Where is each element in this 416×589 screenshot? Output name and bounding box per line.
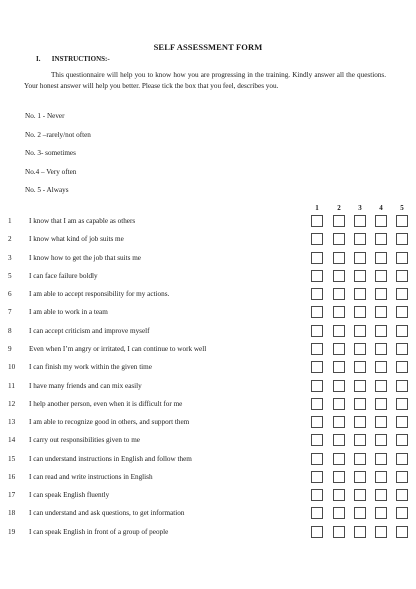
- question-number: 18: [8, 509, 16, 518]
- question-text: I can speak English fluently: [29, 491, 110, 500]
- rating-checkbox-1[interactable]: [311, 252, 323, 264]
- scale-item: No. 2 –rarely/not often: [25, 130, 91, 139]
- rating-checkbox-5[interactable]: [396, 325, 408, 337]
- rating-checkbox-1[interactable]: [311, 526, 323, 538]
- question-row: [0, 288, 416, 302]
- rating-checkbox-5[interactable]: [396, 288, 408, 300]
- question-text: I am able to work in a team: [29, 308, 108, 317]
- question-text: I know how to get the job that suits me: [29, 253, 141, 262]
- rating-column-header: 3: [358, 204, 362, 212]
- rating-checkbox-5[interactable]: [396, 489, 408, 501]
- rating-checkbox-5[interactable]: [396, 434, 408, 446]
- question-text: I know what kind of job suits me: [29, 235, 124, 244]
- rating-checkbox-4[interactable]: [375, 416, 387, 428]
- rating-checkbox-5[interactable]: [396, 306, 408, 318]
- rating-checkbox-2[interactable]: [333, 526, 345, 538]
- rating-checkbox-2[interactable]: [333, 489, 345, 501]
- rating-checkbox-2[interactable]: [333, 471, 345, 483]
- rating-column-header: 5: [400, 204, 404, 212]
- question-number: 12: [8, 399, 16, 408]
- question-row: [0, 471, 416, 485]
- rating-checkbox-1[interactable]: [311, 306, 323, 318]
- question-number: 10: [8, 363, 16, 372]
- rating-checkbox-4[interactable]: [375, 343, 387, 355]
- question-text: I carry out responsibilities given to me: [29, 436, 140, 445]
- rating-checkbox-2[interactable]: [333, 416, 345, 428]
- question-text: Even when I’m angry or irritated, I can continue to work well: [29, 344, 207, 353]
- rating-checkbox-3[interactable]: [354, 453, 366, 465]
- rating-checkbox-3[interactable]: [354, 252, 366, 264]
- rating-checkbox-1[interactable]: [311, 325, 323, 337]
- rating-checkbox-4[interactable]: [375, 507, 387, 519]
- rating-checkbox-1[interactable]: [311, 434, 323, 446]
- rating-checkbox-3[interactable]: [354, 343, 366, 355]
- rating-checkbox-1[interactable]: [311, 398, 323, 410]
- rating-checkbox-2[interactable]: [333, 398, 345, 410]
- question-text: I can accept criticism and improve myself: [29, 326, 150, 335]
- rating-checkbox-4[interactable]: [375, 288, 387, 300]
- scale-item: No.4 – Very often: [25, 167, 77, 176]
- question-number: 16: [8, 472, 16, 481]
- question-number: 5: [8, 271, 12, 280]
- rating-checkbox-1[interactable]: [311, 270, 323, 282]
- rating-checkbox-1[interactable]: [311, 215, 323, 227]
- question-text: I can finish my work within the given time: [29, 363, 152, 372]
- question-row: [0, 398, 416, 412]
- question-row: [0, 252, 416, 266]
- question-number: 19: [8, 527, 16, 536]
- rating-checkbox-4[interactable]: [375, 380, 387, 392]
- rating-checkbox-4[interactable]: [375, 398, 387, 410]
- rating-checkbox-3[interactable]: [354, 507, 366, 519]
- question-text: I am able to recognize good in others, and support them: [29, 418, 190, 427]
- question-number: 13: [8, 418, 16, 427]
- rating-column-headers: [0, 204, 416, 214]
- rating-checkbox-1[interactable]: [311, 288, 323, 300]
- rating-checkbox-3[interactable]: [354, 233, 366, 245]
- question-text: I help another person, even when it is difficult for me: [29, 399, 183, 408]
- rating-checkbox-2[interactable]: [333, 453, 345, 465]
- rating-checkbox-1[interactable]: [311, 507, 323, 519]
- form-title: SELF ASSESSMENT FORM: [153, 42, 263, 52]
- question-text: I can read and write instructions in English: [29, 472, 153, 481]
- question-text: I know that I am as capable as others: [29, 217, 136, 225]
- question-row: [0, 343, 416, 357]
- question-row: [0, 270, 416, 284]
- question-number: 8: [8, 326, 12, 335]
- rating-checkbox-1[interactable]: [311, 361, 323, 373]
- rating-checkbox-4[interactable]: [375, 233, 387, 245]
- rating-checkbox-2[interactable]: [333, 434, 345, 446]
- question-row: [0, 380, 416, 394]
- rating-checkbox-1[interactable]: [311, 471, 323, 483]
- rating-checkbox-4[interactable]: [375, 215, 387, 227]
- rating-column-header: 2: [337, 204, 341, 212]
- rating-checkbox-3[interactable]: [354, 361, 366, 373]
- section-number: I.: [36, 55, 41, 63]
- section-heading: INSTRUCTIONS:-: [51, 55, 110, 63]
- rating-checkbox-5[interactable]: [396, 233, 408, 245]
- question-number: 1: [8, 217, 12, 225]
- rating-checkbox-2[interactable]: [333, 306, 345, 318]
- rating-checkbox-1[interactable]: [311, 453, 323, 465]
- rating-checkbox-4[interactable]: [375, 325, 387, 337]
- rating-checkbox-4[interactable]: [375, 434, 387, 446]
- rating-checkbox-2[interactable]: [333, 325, 345, 337]
- rating-checkbox-2[interactable]: [333, 507, 345, 519]
- question-row: [0, 453, 416, 467]
- rating-checkbox-5[interactable]: [396, 526, 408, 538]
- question-row: [0, 489, 416, 503]
- rating-checkbox-5[interactable]: [396, 215, 408, 227]
- rating-checkbox-3[interactable]: [354, 288, 366, 300]
- question-number: 9: [8, 344, 12, 353]
- rating-checkbox-4[interactable]: [375, 489, 387, 501]
- rating-checkbox-4[interactable]: [375, 453, 387, 465]
- question-number: 7: [8, 308, 12, 317]
- rating-checkbox-2[interactable]: [333, 361, 345, 373]
- rating-checkbox-2[interactable]: [333, 233, 345, 245]
- rating-checkbox-2[interactable]: [333, 288, 345, 300]
- rating-checkbox-5[interactable]: [396, 471, 408, 483]
- rating-checkbox-2[interactable]: [333, 270, 345, 282]
- question-text: I can understand instructions in English and follow them: [29, 454, 192, 463]
- rating-checkbox-1[interactable]: [311, 489, 323, 501]
- question-number: 17: [8, 491, 16, 500]
- question-number: 14: [8, 436, 16, 445]
- rating-checkbox-5[interactable]: [396, 507, 408, 519]
- rating-checkbox-2[interactable]: [333, 380, 345, 392]
- rating-checkbox-4[interactable]: [375, 471, 387, 483]
- rating-checkbox-2[interactable]: [333, 215, 345, 227]
- rating-column-header: 1: [315, 204, 319, 212]
- rating-checkbox-3[interactable]: [354, 306, 366, 318]
- question-row: [0, 416, 416, 430]
- rating-checkbox-5[interactable]: [396, 380, 408, 392]
- rating-checkbox-5[interactable]: [396, 398, 408, 410]
- instructions-heading: [36, 55, 110, 63]
- rating-checkbox-3[interactable]: [354, 416, 366, 428]
- question-number: 3: [8, 253, 12, 262]
- question-row: [0, 526, 416, 540]
- rating-checkbox-3[interactable]: [354, 526, 366, 538]
- rating-checkbox-1[interactable]: [311, 416, 323, 428]
- rating-checkbox-5[interactable]: [396, 270, 408, 282]
- scale-item: No. 1 - Never: [25, 112, 65, 120]
- rating-checkbox-2[interactable]: [333, 252, 345, 264]
- rating-checkbox-3[interactable]: [354, 325, 366, 337]
- rating-column-header: 4: [379, 204, 383, 212]
- question-row: [0, 306, 416, 320]
- rating-checkbox-5[interactable]: [396, 252, 408, 264]
- scale-item: No. 3- sometimes: [25, 149, 76, 157]
- question-text: I can speak English in front of a group of people: [29, 527, 169, 536]
- rating-checkbox-4[interactable]: [375, 526, 387, 538]
- rating-checkbox-3[interactable]: [354, 398, 366, 410]
- question-row: [0, 325, 416, 339]
- question-number: 15: [8, 454, 16, 463]
- rating-checkbox-4[interactable]: [375, 270, 387, 282]
- rating-checkbox-2[interactable]: [333, 343, 345, 355]
- question-row: [0, 434, 416, 448]
- rating-checkbox-3[interactable]: [354, 270, 366, 282]
- rating-checkbox-3[interactable]: [354, 471, 366, 483]
- instructions-paragraph: This questionnaire will help you to know how you are progressing in the training. Kindly answer all the questions. Your honest answer will help you better. Please tick the box that you feel, describes you.: [24, 71, 386, 91]
- rating-checkbox-5[interactable]: [396, 343, 408, 355]
- question-row: [0, 507, 416, 521]
- rating-checkbox-4[interactable]: [375, 252, 387, 264]
- rating-checkbox-3[interactable]: [354, 434, 366, 446]
- rating-checkbox-4[interactable]: [375, 306, 387, 318]
- rating-checkbox-3[interactable]: [354, 215, 366, 227]
- rating-checkbox-3[interactable]: [354, 380, 366, 392]
- question-row: [0, 361, 416, 375]
- rating-checkbox-1[interactable]: [311, 343, 323, 355]
- rating-checkbox-4[interactable]: [375, 361, 387, 373]
- question-row: [0, 215, 416, 229]
- rating-checkbox-3[interactable]: [354, 489, 366, 501]
- question-row: [0, 233, 416, 247]
- scale-item: No. 5 - Always: [25, 186, 69, 194]
- question-text: I am able to accept responsibility for my actions.: [29, 290, 170, 299]
- question-text: I have many friends and can mix easily: [29, 381, 142, 390]
- question-text: I can understand and ask questions, to get information: [29, 509, 185, 518]
- rating-checkbox-5[interactable]: [396, 453, 408, 465]
- question-text: I can face failure boldly: [29, 271, 98, 280]
- rating-checkbox-1[interactable]: [311, 233, 323, 245]
- rating-checkbox-5[interactable]: [396, 361, 408, 373]
- rating-checkbox-5[interactable]: [396, 416, 408, 428]
- rating-checkbox-1[interactable]: [311, 380, 323, 392]
- question-number: 6: [8, 290, 12, 299]
- question-number: 2: [8, 235, 12, 244]
- question-number: 11: [8, 381, 15, 390]
